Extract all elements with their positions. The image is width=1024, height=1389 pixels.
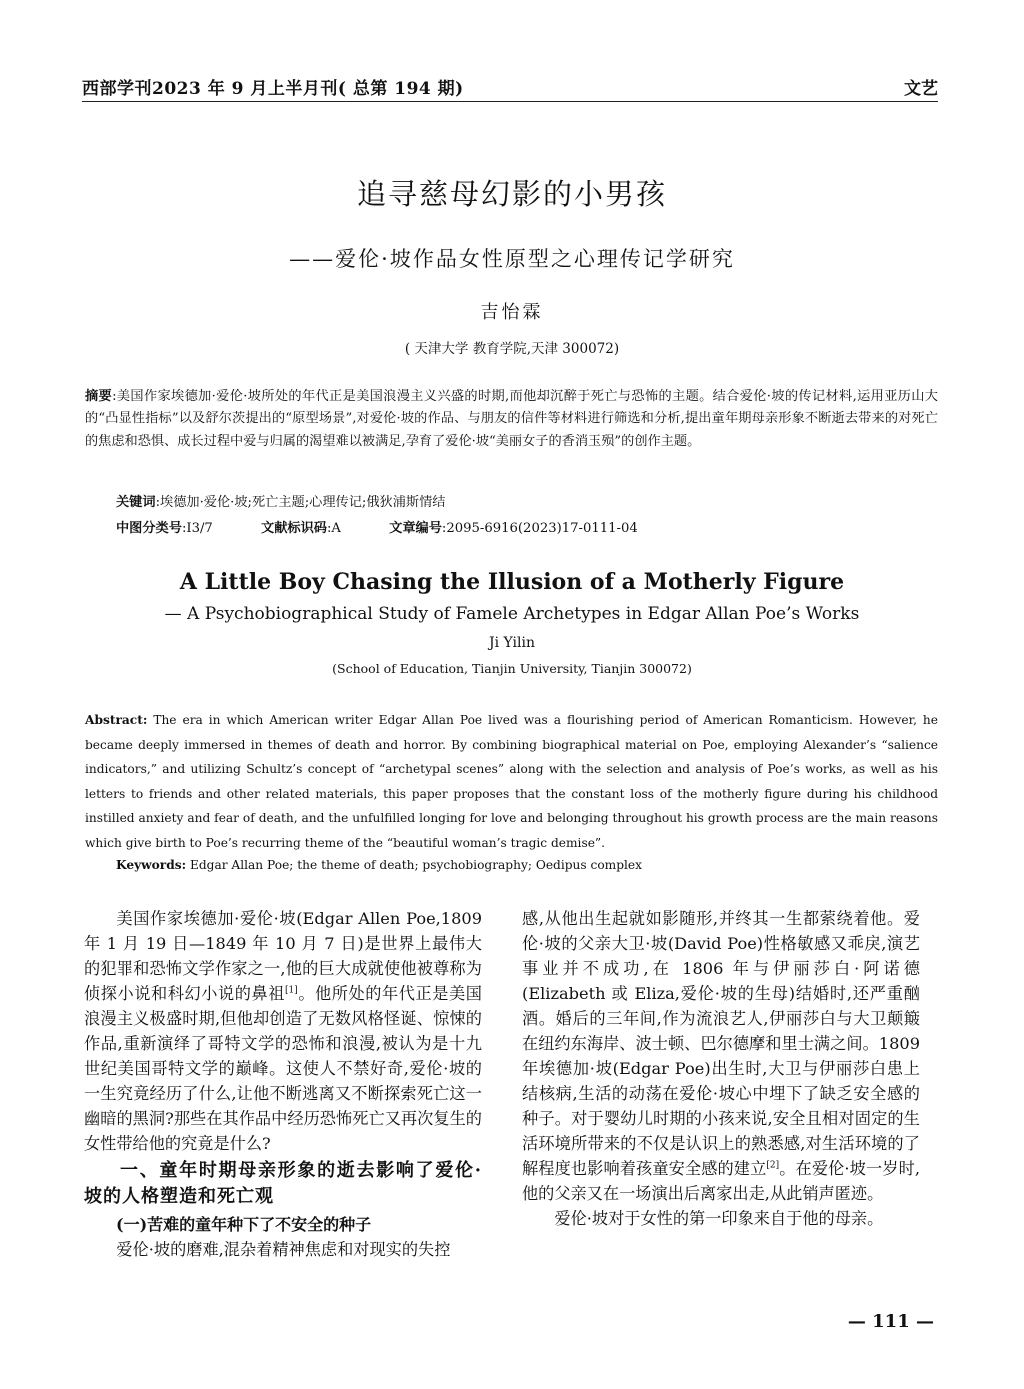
keywords-cn: [116, 491, 445, 510]
subtitle-en: — A Psychobiographical Study of Famele Archetypes in Edgar Allan Poe’s Works: [164, 604, 860, 624]
abstract-cn-text: :美国作家埃德加·爱伦·坡所处的年代正是美国浪漫主义兴盛的时期,而他却沉醉于死亡与恐怖的主题。结合爱伦·坡的传记材料,运用亚历山大的“凸显性指标”以及舒尔茨提出的“原型场景”,对爱伦·坡的作品、与朋友的信件等材料进行筛选和分析,提出童年期母亲形象不断逝去带来的对死亡的焦虑和恐惧、成长过程中爱与归属的渴望难以被满足,孕育了爱伦·坡“美丽女子的香消玉殒”的创作主题。: [85, 389, 938, 449]
citation-ref[interactable]: [2]: [766, 1160, 780, 1171]
body-paragraph: 感,从他出生起就如影随形,并终其一生都萦绕着他。爱伦·坡的父亲大卫·坡(David Poe)性格敏感又乖戾,演艺事业并不成功,在 1806 年与伊丽莎白·阿诺德(Elizabeth 或 Eliza,爱伦·坡的生母)结婚时,还严重酗酒。婚后的三年间,作为流浪艺人,伊丽莎白与大卫颠簸在纽约东海岸、波士顿、巴尔德摩和里士满之间。1809 年埃德加·坡(Edgar Poe)出生时,大卫与伊丽莎白患上结核病,生活的动荡在爱伦·坡心中埋下了缺乏安全感的种子。对于婴幼儿时期的小孩来说,安全且相对固定的生活环境所带来的不仅是认识上的熟悉感,对生活环境的了解程度也影响着孩童安全感的建立[2]。在爱伦·坡一岁时,他的父亲又在一场演出后离家出走,从此销声匿迹。: [522, 909, 921, 1203]
page-number: — 111 —: [847, 1311, 934, 1332]
title-en: A Little Boy Chasing the Illusion of a Motherly Figure: [179, 569, 845, 595]
body-column-right: [522, 906, 920, 1231]
abstract-en: [85, 708, 938, 855]
keywords-en-text: Edgar Allan Poe; the theme of death; psychobiography; Oedipus complex: [186, 858, 643, 872]
abstract-en-text: The era in which American writer Edgar Allan Poe lived was a flourishing period of American Romanticism. However, he became deeply immersed in themes of death and horror. By combining biographical material on Poe, employing Alexander’s “salience indicators,” and utilizing Schultz’s concept of “archetypal scenes” along with the selection and analysis of Poe’s works, as well as his letters to friends and other related materials, this paper proposes that the constant loss of the motherly figure during his childhood instilled anxiety and fear of death, and the unfulfilled longing for love and belonging throughout his growth process are the main reasons which give birth to Poe’s recurring theme of the “beautiful woman’s tragic demise”.: [85, 713, 938, 850]
abstract-cn: [85, 386, 938, 453]
body-paragraph: 美国作家埃德加·爱伦·坡(Edgar Allen Poe,1809 年 1 月 19 日—1849 年 10 月 7 日)是世界上最伟大的犯罪和恐怖文学作家之一,他的巨大成就使他被尊称为侦探小说和科幻小说的鼻祖[1]。他所处的年代正是美国浪漫主义极盛时期,但他却创造了无数风格怪诞、惊悚的作品,重新演绎了哥特文学的恐怖和浪漫,被认为是十九世纪美国哥特文学的巅峰。这使人不禁好奇,爱伦·坡的一生究竟经历了什么,让他不断逃离又不断探索死亡这一幽暗的黑洞?那些在其作品中经历恐怖死亡又再次复生的女性带给他的究竟是什么?: [84, 909, 482, 1153]
body-column-left: [84, 906, 482, 1262]
classification-line: [116, 517, 936, 536]
keywords-en-label: Keywords:: [116, 858, 187, 872]
section-heading-1: 一、童年时期母亲形象的逝去影响了爱伦·坡的人格塑造和死亡观: [84, 1160, 482, 1207]
abstract-en-label: Abstract:: [85, 713, 148, 727]
article-number: 文章编号:2095-6916(2023)17-0111-04: [389, 521, 638, 536]
body-paragraph: 爱伦·坡的磨难,混杂着精神焦虑和对现实的失控: [116, 1240, 451, 1259]
doc-code: 文献标识码:A: [261, 521, 341, 536]
body-paragraph: 爱伦·坡对于女性的第一印象来自于他的母亲。: [554, 1209, 884, 1228]
section-label: 文艺: [904, 79, 938, 99]
author-en: Ji Yilin: [489, 635, 535, 651]
abstract-cn-label: 摘要: [85, 389, 113, 404]
citation-ref[interactable]: [1]: [285, 985, 298, 996]
keywords-cn-label: 关键词: [116, 495, 156, 510]
clc-code: 中图分类号:I3/7: [116, 521, 213, 536]
keywords-cn-text: :埃德加·爱伦·坡;死亡主题;心理传记;俄狄浦斯情结: [155, 495, 446, 510]
affiliation-en: (School of Education, Tianjin University, Tianjin 300072): [332, 661, 692, 676]
affiliation-cn: ( 天津大学 教育学院,天津 300072): [404, 341, 620, 357]
title-cn: 追寻慈母幻影的小男孩: [356, 177, 667, 211]
subsection-heading-1: (一)苦难的童年种下了不安全的种子: [116, 1215, 372, 1234]
header-divider: [82, 101, 938, 102]
keywords-en: [116, 858, 642, 872]
subtitle-cn: ——爱伦·坡作品女性原型之心理传记学研究: [289, 247, 735, 271]
author-cn: 吉怡霖: [480, 302, 544, 323]
journal-header: 西部学刊2023 年 9 月上半月刊( 总第 194 期): [82, 79, 464, 99]
